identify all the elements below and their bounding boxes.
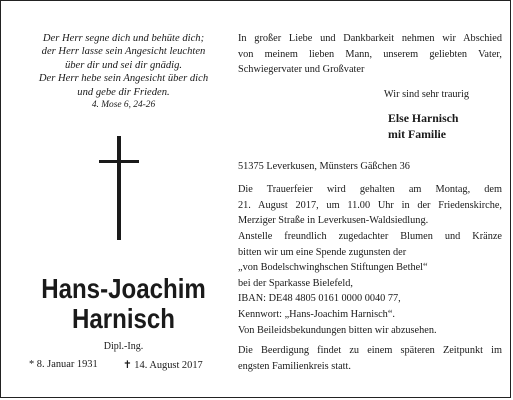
verse-reference: 4. Mose 6, 24-26 xyxy=(91,100,156,110)
donation-line: Kennwort: „Hans-Joachim Harnisch“. xyxy=(238,308,395,320)
mourning-text: Wir sind sehr traurig xyxy=(383,89,469,100)
burial-paragraph xyxy=(238,343,502,374)
funeral-paragraph xyxy=(238,182,502,229)
signature xyxy=(388,110,458,142)
birth-date: * 8. Januar 1931 xyxy=(29,359,98,370)
signature-name: Else Harnisch xyxy=(388,111,459,125)
donation-line: IBAN: DE48 4805 0161 0000 0040 77, xyxy=(238,293,401,305)
funeral-line: 21. August 2017, um 11.00 Uhr in der Friedenskirche, xyxy=(238,199,502,211)
deceased-name xyxy=(18,274,229,334)
intro-line: von meinem lieben Mann, unserem geliebten Vater, xyxy=(238,48,502,60)
burial-line: engsten Familienkreis statt. xyxy=(238,360,351,372)
donation-line: „von Bodelschwinghschen Stiftungen Bethel“ xyxy=(238,262,428,274)
intro-line: In großer Liebe und Dankbarkeit nehmen wir Abschied xyxy=(238,33,502,44)
address-line: 51375 Leverkusen, Münsters Gäßchen 36 xyxy=(238,161,410,172)
verse-line: über dir und sei dir gnädig. xyxy=(64,59,183,71)
deceased-first-name: Hans-Joachim xyxy=(41,273,206,304)
donation-line: bitten wir um eine Spende zugunsten der xyxy=(238,246,407,258)
donation-line: Anstelle freundlich zugedachter Blumen und Kränze xyxy=(238,231,502,242)
funeral-line: Merziger Straße in Leverkusen-Waldsiedlung. xyxy=(238,215,429,227)
death-date: ✝ 14. August 2017 xyxy=(123,360,203,371)
verse-line: Der Herr segne dich und behüte dich; xyxy=(42,33,205,44)
bible-verse xyxy=(5,32,242,99)
right-column xyxy=(238,1,502,398)
condolence-note xyxy=(238,323,502,339)
funeral-line: Die Trauerfeier wird gehalten am Montag, dem xyxy=(238,184,502,195)
left-column xyxy=(1,1,246,398)
latin-cross-icon xyxy=(99,136,139,240)
intro-line: Schwiegervater und Großvater xyxy=(238,64,365,76)
donation-paragraph xyxy=(238,229,502,323)
burial-line: Die Beerdigung findet zu einem späteren Zeitpunkt im xyxy=(238,345,502,356)
donation-line: bei der Sparkasse Bielefeld, xyxy=(238,277,353,289)
verse-line: der Herr lasse sein Angesicht leuchten xyxy=(41,46,206,58)
signature-family: mit Familie xyxy=(388,127,446,141)
academic-title: Dipl.-Ing. xyxy=(103,341,144,352)
address xyxy=(238,159,502,175)
condolence-line: Von Beileidsbekundungen bitten wir abzusehen. xyxy=(238,325,437,336)
intro-paragraph xyxy=(238,31,502,78)
verse-line: Der Herr hebe sein Angesicht über dich xyxy=(38,73,209,85)
deceased-last-name: Harnisch xyxy=(71,303,176,334)
verse-line: und gebe dir Frieden. xyxy=(77,86,170,98)
